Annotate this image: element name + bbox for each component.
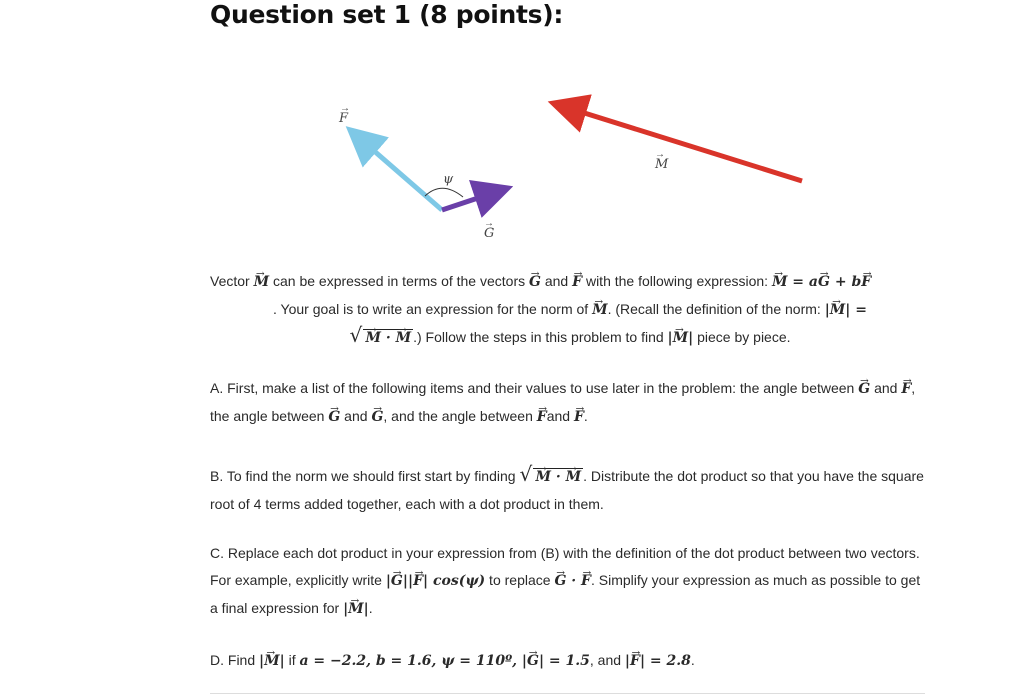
label-m: M [655,157,669,172]
part-d [210,647,930,675]
label-f: F [339,111,349,126]
part-b-text-1: B. To find the norm we should first start by finding [210,468,520,484]
math-vec-m: → M [592,297,608,324]
part-b [210,463,930,518]
page-title: Question set 1 (8 points): [210,0,564,29]
intro-text-8: piece by piece. [693,329,791,345]
part-a-text-7: . [583,408,588,424]
math-given-values: a = −2.2, b = 1.6, ψ = 110º, [299,653,522,669]
intro-text-7: .) Follow the steps in this problem to find [413,329,668,345]
math-vec-f: → F [861,269,871,296]
math-norm: |→ M| = [825,302,867,318]
math-vec-f: → F [901,376,911,403]
label-m-arrow: → [655,149,665,160]
math-dot-definition: |→ G||→ F| cos(ψ) [386,573,485,589]
math-vec-f: → F [572,269,582,296]
part-a-text-6: and [546,408,574,424]
part-d-text-7: . [690,652,695,668]
math-vec-m: → M [772,269,788,296]
vector-g-arrow [442,191,499,210]
math-expression: + b [829,274,862,290]
intro-text-2: can be expressed in terms of the vectors [269,273,529,289]
divider [210,693,925,694]
math-vec-f: → F [537,404,547,431]
math-vec-g: → G [371,404,383,431]
math-vec-f: → F [574,404,584,431]
part-d-text-1: D. Find [210,652,260,668]
label-g-arrow: → [484,218,494,229]
part-a-text-2: and [870,380,902,396]
math-vec-g: → G [858,376,870,403]
math-expression: = a [787,274,818,290]
math-norm: |→ M| [259,653,285,669]
math-norm: |→ M| [668,330,694,346]
part-b-text-2: . Distribute the dot product so that you have the square root of 4 terms added together, each with a dot product in them. [210,468,924,512]
intro-text-5: . Your goal is to write an expression for the norm of [273,301,593,317]
intro-paragraph [210,268,930,352]
part-c-text-2: to replace [485,572,555,588]
math-sqrt: √ → M · → M [519,464,583,491]
part-a-text-5: , and the angle between [383,408,537,424]
math-norm-g: |→ G| [522,653,544,669]
math-g-value: = 1.5 [544,653,590,669]
math-f-value: = 2.8 [645,653,691,669]
part-a-text-3: , the angle between [210,380,916,424]
part-a [210,375,930,431]
math-vec-m: → M [254,269,270,296]
part-c-text-3: . Simplify your expression as much as possible to get a final expression for [210,572,921,616]
intro-text-4: with the following expression: [582,273,772,289]
part-c: C. Replace each dot product in your expression from (B) with the definition of the dot product between two vectors. For example, explicitly write |→ G||→ F| cos(ψ) to replace → G · → F. Simplify your expression as much as possible to get a final expression for |→ M|. [210,540,930,623]
part-d-text-5: , and [589,652,625,668]
part-d-text-2: if [284,652,300,668]
math-vec-g: → G [818,269,830,296]
part-c-text-1: C. Replace each dot product in your expression from (B) with the definition of the dot product between two vectors. For example, explicitly write [210,545,920,588]
label-psi: ψ [443,172,454,187]
intro-text-3: and [540,273,573,289]
vector-diagram [0,0,1024,260]
vector-f-arrow [357,136,442,210]
math-norm: |→ M| [343,601,369,617]
math-dot-product: → G · → F [554,573,591,589]
part-a-text-1: A. First, make a list of the following items and their values to use later in the problem: the angle between [210,380,859,396]
label-g: G [484,226,495,241]
math-vec-g: → G [529,269,541,296]
math-norm-f: |→ F| [625,653,645,669]
label-f-arrow: → [340,103,350,114]
intro-text-1: Vector [210,273,254,289]
math-sqrt: √ → M · → M [349,325,413,352]
angle-arc [425,188,463,197]
intro-text-6: . (Recall the definition of the norm: [607,301,825,317]
vector-m-arrow [562,106,802,181]
math-vec-g: → G [328,404,340,431]
part-a-text-4: and [340,408,372,424]
